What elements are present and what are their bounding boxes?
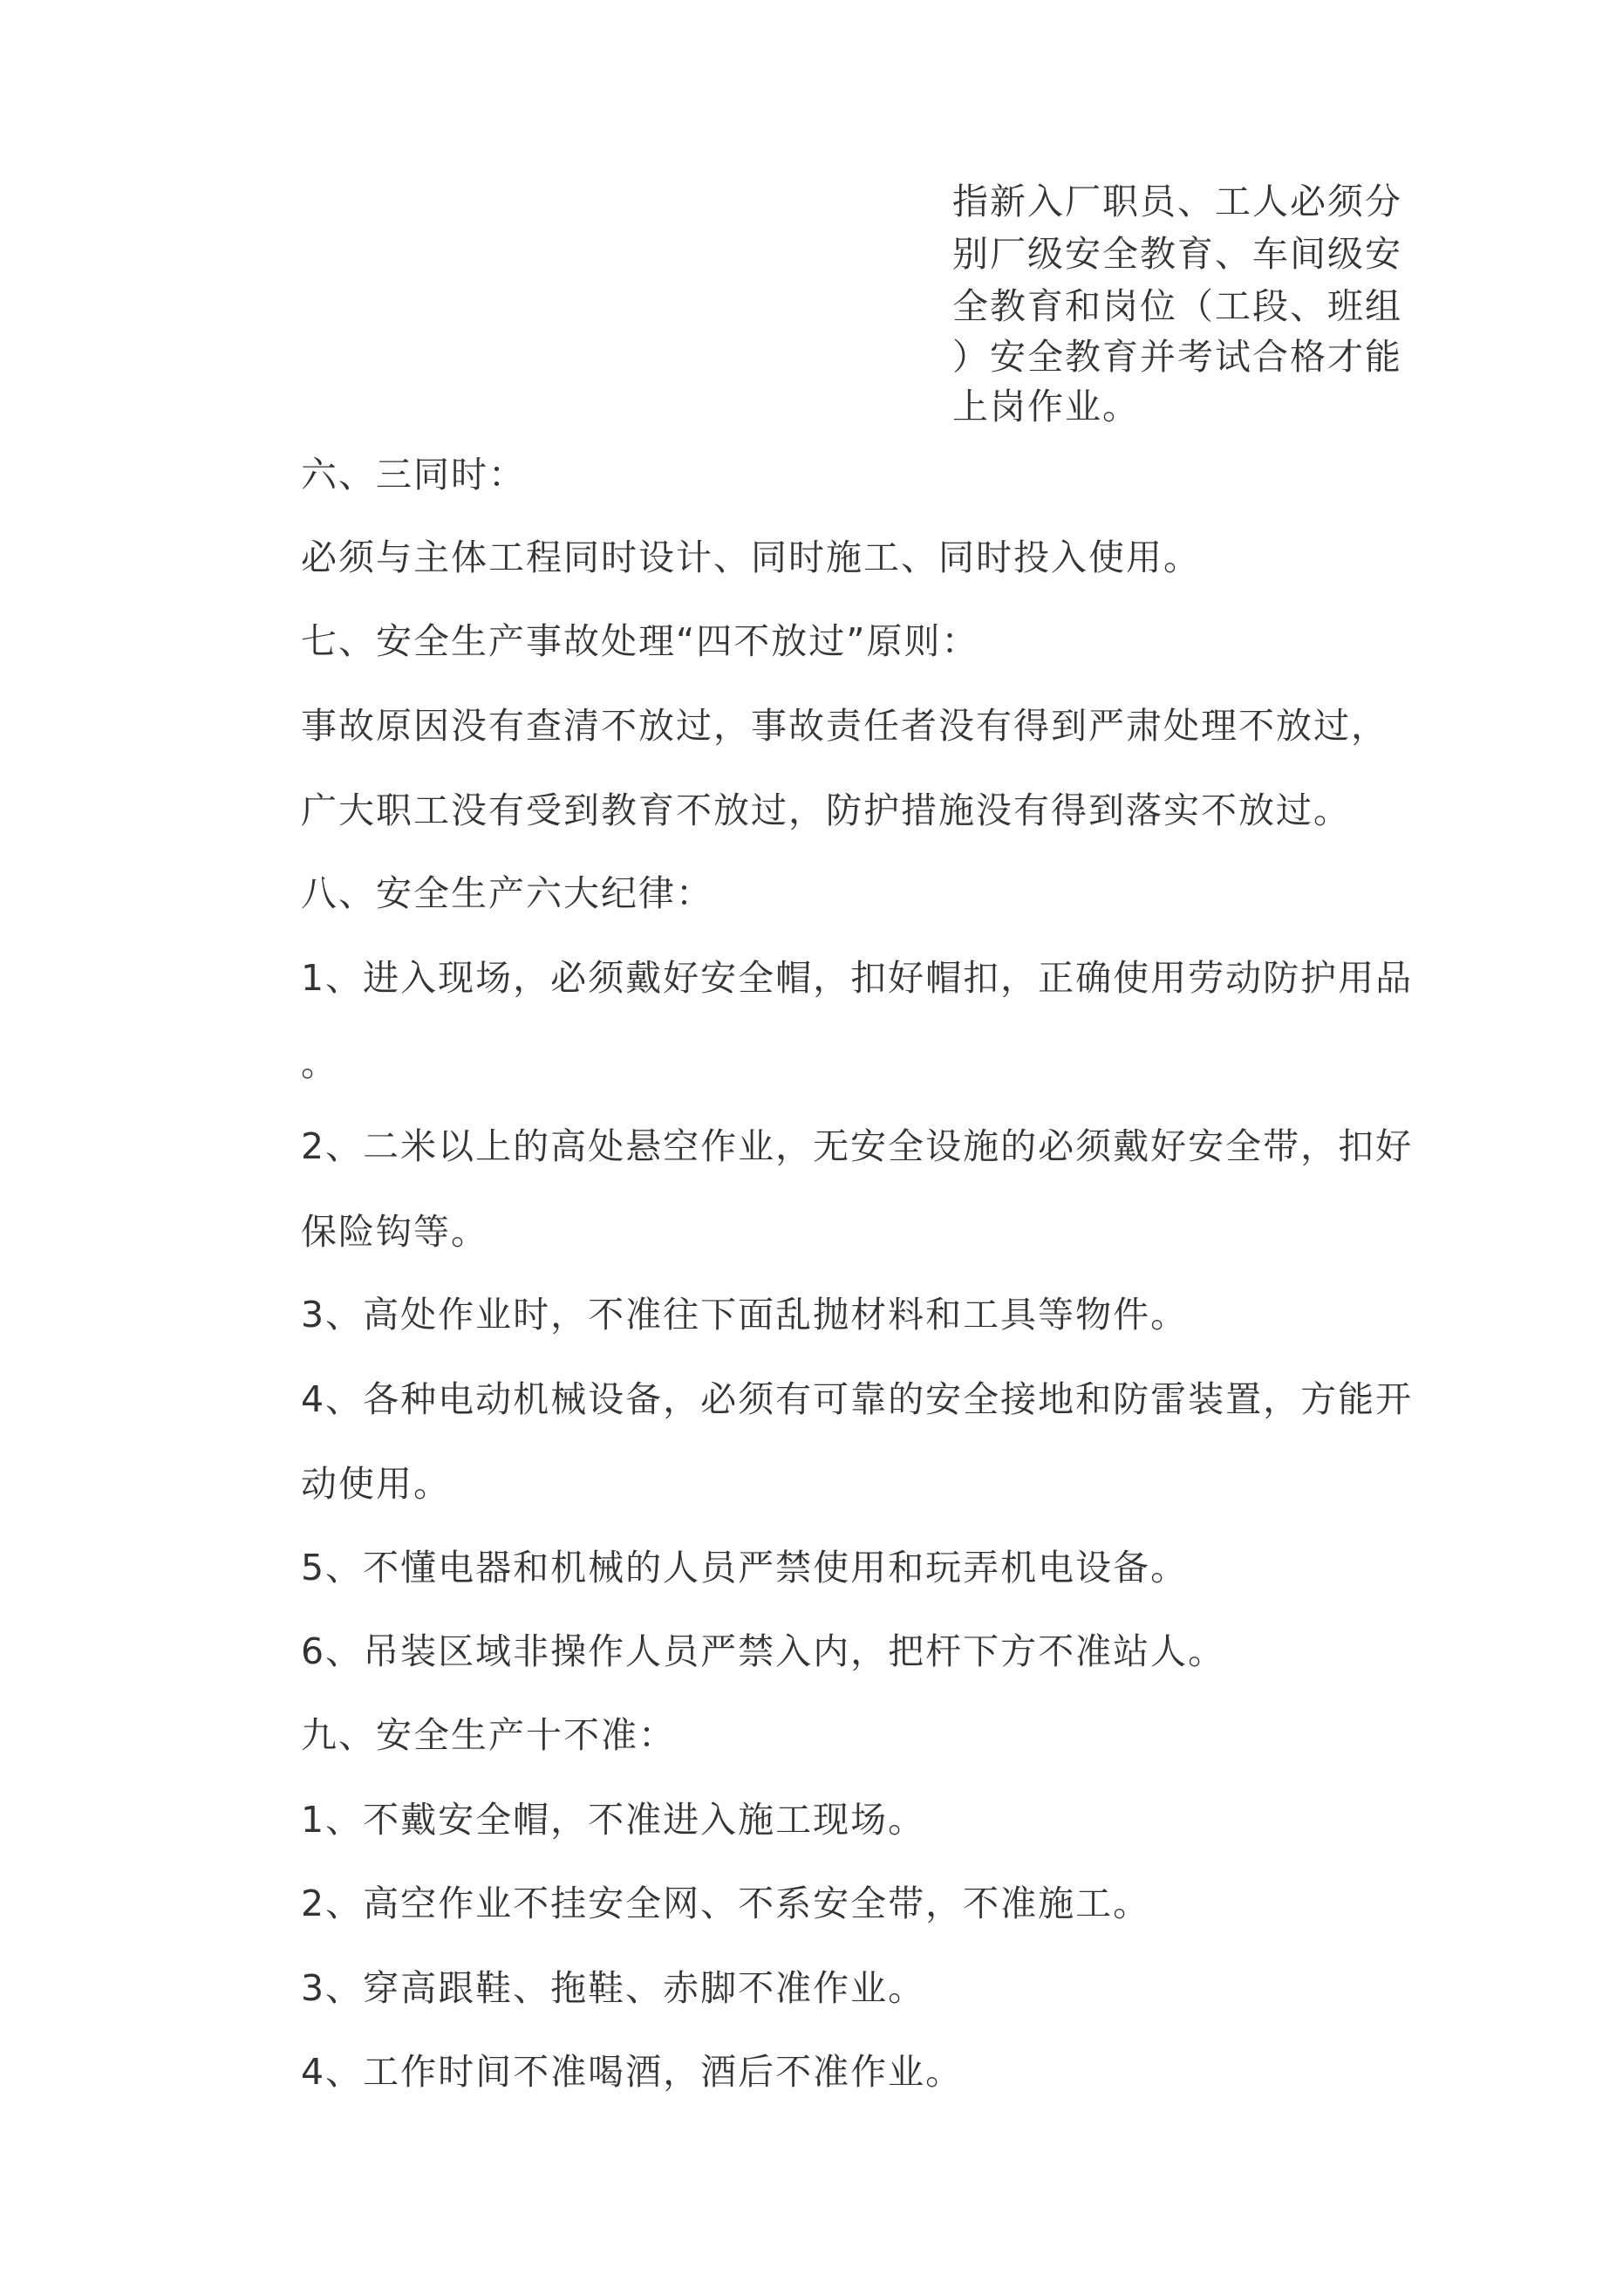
paragraph-line: 必须与主体工程同时设计、同时施工、同时投入使用。 bbox=[301, 536, 1201, 578]
note-line-1: 指新入厂职员、工人必须分 bbox=[952, 181, 1402, 222]
section-heading-six: 六、三同时： bbox=[301, 454, 526, 495]
section-heading-eight: 八、安全生产六大纪律： bbox=[301, 872, 713, 914]
list-item: 1、不戴安全帽，不准进入施工现场。 bbox=[301, 1799, 926, 1841]
list-item: 2、高空作业不挂安全网、不系安全带，不准施工。 bbox=[301, 1883, 1151, 1924]
list-item: 5、不懂电器和机械的人员严禁使用和玩弄机电设备。 bbox=[301, 1547, 1189, 1589]
list-item: 4、各种电动机械设备，必须有可靠的安全接地和防雷装置，方能开 bbox=[301, 1378, 1414, 1420]
list-item: 1、进入现场，必须戴好安全帽，扣好帽扣，正确使用劳动防护用品 bbox=[301, 957, 1414, 999]
list-item: 3、高处作业时，不准往下面乱抛材料和工具等物件。 bbox=[301, 1294, 1189, 1336]
list-item: 3、穿高跟鞋、拖鞋、赤脚不准作业。 bbox=[301, 1967, 926, 2009]
list-item: 2、二米以上的高处悬空作业，无安全设施的必须戴好安全带，扣好 bbox=[301, 1125, 1414, 1167]
note-line-3: 全教育和岗位（工段、班组 bbox=[952, 285, 1402, 327]
list-item: 6、吊装区域非操作人员严禁入内，把杆下方不准站人。 bbox=[301, 1630, 1226, 1672]
note-line-2: 别厂级安全教育、车间级安 bbox=[952, 233, 1402, 275]
note-line-4: ）安全教育并考试合格才能 bbox=[952, 336, 1402, 378]
note-line-5: 上岗作业。 bbox=[952, 386, 1140, 427]
list-item-continuation: 保险钩等。 bbox=[301, 1211, 488, 1253]
paragraph-line: 事故原因没有查清不放过，事故责任者没有得到严肃处理不放过， bbox=[301, 705, 1388, 747]
list-item: 4、工作时间不准喝酒，酒后不准作业。 bbox=[301, 2051, 964, 2093]
list-item-continuation: 动使用。 bbox=[301, 1463, 451, 1505]
paragraph-line: 广大职工没有受到教育不放过，防护措施没有得到落实不放过。 bbox=[301, 789, 1351, 831]
section-heading-seven: 七、安全生产事故处理“四不放过”原则： bbox=[301, 620, 979, 662]
list-item-continuation: 。 bbox=[301, 1042, 338, 1084]
section-heading-nine: 九、安全生产十不准： bbox=[301, 1714, 676, 1756]
